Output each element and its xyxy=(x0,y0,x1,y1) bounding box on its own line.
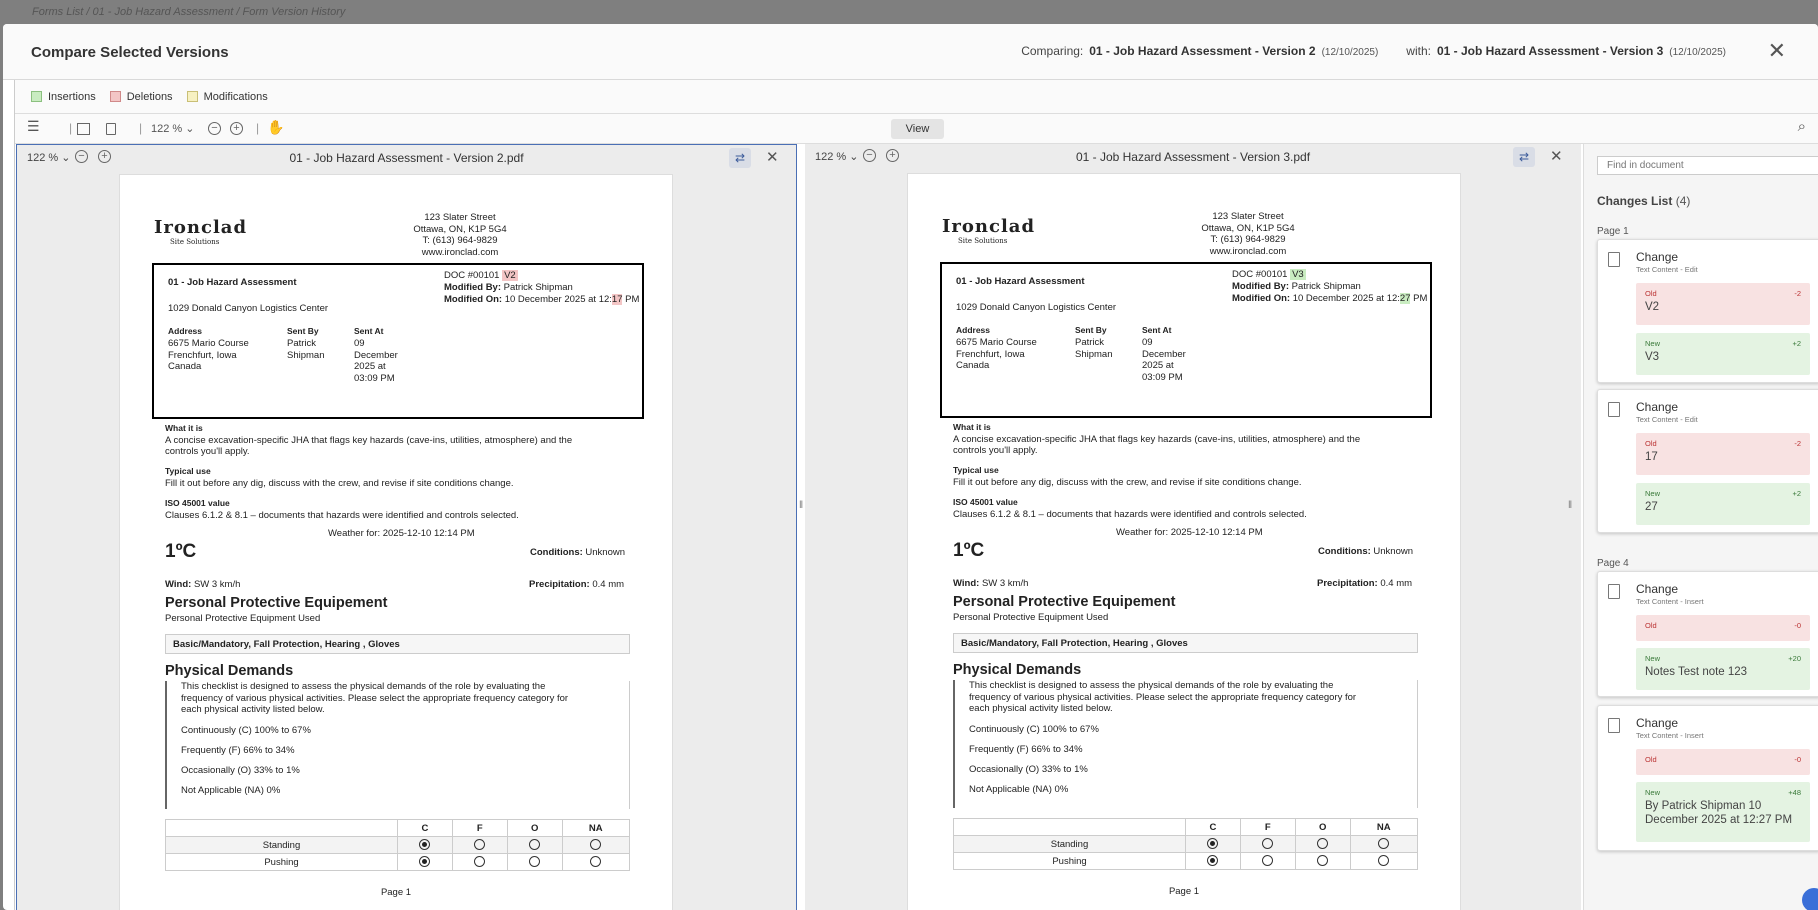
comparing-date: (12/10/2025) xyxy=(1321,47,1379,58)
radio-c[interactable] xyxy=(419,856,430,867)
radio-o[interactable] xyxy=(1317,838,1328,849)
new-value: New +48 By Patrick Shipman 10 December 2025 at 12:27 PM xyxy=(1636,782,1810,842)
document-viewer xyxy=(14,80,1818,910)
left-page xyxy=(119,174,673,910)
ppe-subtitle: Personal Protective Equipment Used xyxy=(165,613,321,624)
changes-list-title: Changes List (4) xyxy=(1597,194,1691,208)
iso-section: ISO 45001 value Clauses 6.1.2 & 8.1 – documents that hazards were identified and controls selected. xyxy=(165,498,519,521)
row-pushing: Pushing xyxy=(954,853,1186,870)
change-card[interactable]: Change Text Content - Edit Old -2 V2 New +2 V3 xyxy=(1597,239,1818,383)
right-page xyxy=(907,173,1461,910)
modified-by: Modified By: Patrick Shipman xyxy=(1232,281,1361,292)
left-zoom-out-icon[interactable]: − xyxy=(75,150,88,163)
use-section: Typical use Fill it out before any dig, discuss with the crew, and revise if site conditions change. xyxy=(953,465,1302,488)
comparing-name: 01 - Job Hazard Assessment - Version 2 xyxy=(1089,44,1316,58)
sidebar-toggle-icon[interactable] xyxy=(77,123,90,135)
right-pane-header xyxy=(805,144,1581,170)
old-value: Old -0 xyxy=(1636,615,1810,641)
doc-number: DOC #00101 V3 xyxy=(1232,269,1304,280)
iso-section: ISO 45001 value Clauses 6.1.2 & 8.1 – documents that hazards were identified and controls selected. xyxy=(953,497,1307,520)
radio-na[interactable] xyxy=(590,839,601,850)
freq-na: Not Applicable (NA) 0% xyxy=(969,784,1069,795)
use-section: Typical use Fill it out before any dig, discuss with the crew, and revise if site conditions change. xyxy=(165,466,514,489)
form-title: 01 - Job Hazard Assessment xyxy=(168,277,297,288)
temperature: 1ºC xyxy=(953,540,985,561)
form-title: 01 - Job Hazard Assessment xyxy=(956,276,1085,287)
version-inserted: V3 xyxy=(1292,269,1304,280)
modal-title: Compare Selected Versions xyxy=(31,44,229,61)
ppe-value: Basic/Mandatory, Fall Protection, Hearing , Gloves xyxy=(953,633,1418,653)
with-name: 01 - Job Hazard Assessment - Version 3 xyxy=(1436,44,1664,58)
breadcrumb: Forms List / 01 - Job Hazard Assessment / Form Version History xyxy=(32,6,346,18)
sent-at-label: Sent At xyxy=(1142,325,1172,335)
pd-title: Physical Demands xyxy=(165,663,294,679)
page-1-label: Page 1 xyxy=(1597,226,1629,237)
left-document-pane xyxy=(16,144,797,910)
company-address: 123 Slater Street Ottawa, ON, K1P 5G4 T: (613) 964-9829 www.ironclad.com xyxy=(413,212,507,258)
wind: Wind: SW 3 km/h xyxy=(953,578,1029,589)
right-close-icon[interactable]: ✕ xyxy=(1550,148,1563,165)
right-document-pane xyxy=(805,144,1581,910)
logo: Ironclad Site Solutions xyxy=(942,216,1036,245)
sent-by-value: Patrick Shipman xyxy=(287,338,325,361)
zoom-out-icon[interactable]: − xyxy=(208,122,221,135)
new-value: New +2 V3 xyxy=(1636,333,1810,375)
pd-description: This checklist is designed to assess the physical demands of the role by evaluating the frequency of various physical activities. Please select the appropriate frequency category for each physical activity listed below. xyxy=(969,680,1357,714)
left-zoom-dropdown[interactable]: 122 % ⌄ xyxy=(27,152,71,164)
radio-f[interactable] xyxy=(474,856,485,867)
ppe-title: Personal Protective Equipement xyxy=(953,594,1176,610)
ppe-subtitle: Personal Protective Equipment Used xyxy=(953,612,1109,623)
address-value: 6675 Mario Course Frenchfurt, Iowa Canada xyxy=(956,337,1037,371)
address-label: Address xyxy=(168,326,203,336)
freq-f: Frequently (F) 66% to 34% xyxy=(181,745,295,756)
right-zoom-out-icon[interactable]: − xyxy=(863,149,876,162)
compare-modal xyxy=(3,24,1818,910)
freq-c: Continuously (C) 100% to 67% xyxy=(181,725,311,736)
search-icon[interactable]: ⌕ xyxy=(1797,118,1806,135)
logo: Ironclad Site Solutions xyxy=(154,217,248,246)
document-icon xyxy=(1608,402,1620,417)
splitter-handle[interactable]: ‖ xyxy=(799,500,804,511)
wind: Wind: SW 3 km/h xyxy=(165,579,241,590)
menu-icon[interactable]: ☰ xyxy=(27,118,40,134)
pd-description: This checklist is designed to assess the physical demands of the role by evaluating the frequency of various physical activities. Please select the appropriate frequency category for each physical activity listed below. xyxy=(181,681,569,715)
sent-at-value: 09 December 2025 at 03:09 PM xyxy=(354,338,398,384)
old-value: Old -0 xyxy=(1636,749,1810,775)
left-zoom-in-icon[interactable]: + xyxy=(98,150,111,163)
temperature: 1ºC xyxy=(165,541,197,562)
old-value: Old -2 17 xyxy=(1636,433,1810,475)
doc-number: DOC #00101 V2 xyxy=(444,270,516,281)
page-number: Page 1 xyxy=(1168,886,1200,897)
radio-o[interactable] xyxy=(1317,855,1328,866)
ppe-value: Basic/Mandatory, Fall Protection, Hearing , Gloves xyxy=(165,634,630,654)
sent-by-label: Sent By xyxy=(287,326,319,336)
old-value: Old -2 V2 xyxy=(1636,283,1810,325)
left-filename: 01 - Job Hazard Assessment - Version 2.pdf xyxy=(289,151,524,165)
pd-box xyxy=(165,681,630,809)
modified-on: Modified On: 10 December 2025 at 12:27 PM xyxy=(1232,293,1428,304)
radio-o[interactable] xyxy=(529,856,540,867)
row-standing: Standing xyxy=(954,836,1186,853)
sent-by-value: Patrick Shipman xyxy=(1075,337,1113,360)
change-card[interactable]: Change Text Content - Insert Old -0 New +20 Notes Test note 123 xyxy=(1597,571,1818,697)
row-standing: Standing xyxy=(166,837,398,854)
radio-na[interactable] xyxy=(590,856,601,867)
freq-f: Frequently (F) 66% to 34% xyxy=(969,744,1083,755)
pd-table: C F O NA Standing Pushing xyxy=(953,818,1418,870)
change-card[interactable]: Change Text Content - Edit Old -2 17 New +2 27 xyxy=(1597,389,1818,533)
deletions-swatch xyxy=(110,91,121,102)
zoom-in-icon[interactable]: + xyxy=(230,122,243,135)
address-value: 6675 Mario Course Frenchfurt, Iowa Canada xyxy=(168,338,249,372)
close-modal-button[interactable]: ✕ xyxy=(1767,38,1786,63)
new-value: New +2 27 xyxy=(1636,483,1810,525)
radio-o[interactable] xyxy=(529,839,540,850)
sent-at-value: 09 December 2025 at 03:09 PM xyxy=(1142,337,1186,383)
sent-at-label: Sent At xyxy=(354,326,384,336)
location: 1029 Donald Canyon Logistics Center xyxy=(168,303,329,314)
pan-hand-icon[interactable]: ✋ xyxy=(267,119,285,135)
pd-table: C F O NA Standing Pushing xyxy=(165,819,630,871)
with-label: with: xyxy=(1406,44,1431,58)
weather-for: Weather for: 2025-12-10 12:14 PM xyxy=(328,528,475,539)
zoom-dropdown[interactable]: 122 % ⌄ xyxy=(151,123,195,135)
company-address: 123 Slater Street Ottawa, ON, K1P 5G4 T: (613) 964-9829 www.ironclad.com xyxy=(1201,211,1295,257)
right-sync-scroll-icon[interactable]: ⇄ xyxy=(1513,147,1535,167)
left-pane-header xyxy=(17,145,796,171)
radio-na[interactable] xyxy=(1378,855,1389,866)
freq-c: Continuously (C) 100% to 67% xyxy=(969,724,1099,735)
document-icon xyxy=(1608,584,1620,599)
insertions-swatch xyxy=(31,91,42,102)
legend-deletions: Deletions xyxy=(110,91,173,103)
new-value: New +20 Notes Test note 123 xyxy=(1636,648,1810,690)
view-button[interactable]: View xyxy=(891,119,944,139)
conditions: Conditions: Unknown xyxy=(1318,546,1414,557)
page-number: Page 1 xyxy=(380,887,412,898)
page-view-icon[interactable] xyxy=(106,123,116,135)
viewer-toolbar: ☰ | | 122 % ⌄ − + | ✋ View ⌕ xyxy=(15,114,1818,144)
pd-box xyxy=(953,680,1418,808)
ppe-title: Personal Protective Equipement xyxy=(165,595,388,611)
legend-insertions: Insertions xyxy=(31,91,96,103)
left-sync-scroll-icon[interactable]: ⇄ xyxy=(729,148,751,168)
left-close-icon[interactable]: ✕ xyxy=(766,149,779,166)
help-bubble[interactable] xyxy=(1802,888,1818,910)
freq-na: Not Applicable (NA) 0% xyxy=(181,785,281,796)
page-4-label: Page 4 xyxy=(1597,558,1629,569)
modified-by: Modified By: Patrick Shipman xyxy=(444,282,573,293)
modal-header xyxy=(3,24,1818,80)
conditions: Conditions: Unknown xyxy=(530,547,626,558)
modified-on: Modified On: 10 December 2025 at 12:17 PM xyxy=(444,294,640,305)
right-filename: 01 - Job Hazard Assessment - Version 3.pdf xyxy=(1075,150,1311,164)
freq-o: Occasionally (O) 33% to 1% xyxy=(969,764,1088,775)
what-section: What it is A concise excavation-specific JHA that flags key hazards (cave-ins, utilities, atmosphere) and the controls you'll apply. xyxy=(165,423,573,457)
freq-o: Occasionally (O) 33% to 1% xyxy=(181,765,300,776)
comparison-summary xyxy=(1021,44,1726,58)
form-header-box xyxy=(152,263,644,419)
address-label: Address xyxy=(956,325,991,335)
radio-c[interactable] xyxy=(1207,838,1218,849)
change-card[interactable]: Change Text Content - Insert Old -0 New +48 By Patrick Shipman 10 December 2025 at 12:27 PM xyxy=(1597,705,1818,851)
right-zoom-dropdown[interactable]: 122 % ⌄ xyxy=(815,151,859,163)
with-date: (12/10/2025) xyxy=(1669,47,1726,58)
radio-f[interactable] xyxy=(474,839,485,850)
splitter-handle[interactable]: ‖ xyxy=(1568,500,1573,511)
radio-f[interactable] xyxy=(1262,838,1273,849)
precipitation: Precipitation: 0.4 mm xyxy=(1317,578,1413,589)
legend-modifications: Modifications xyxy=(187,91,268,103)
comparing-label: Comparing: xyxy=(1021,44,1084,58)
weather-for: Weather for: 2025-12-10 12:14 PM xyxy=(1116,527,1263,538)
row-pushing: Pushing xyxy=(166,854,398,871)
radio-na[interactable] xyxy=(1378,838,1389,849)
right-zoom-in-icon[interactable]: + xyxy=(886,149,899,162)
pd-title: Physical Demands xyxy=(953,662,1082,678)
legend xyxy=(15,80,1818,114)
find-in-document-input[interactable] xyxy=(1597,156,1818,175)
form-header-box xyxy=(940,262,1432,418)
sent-by-label: Sent By xyxy=(1075,325,1107,335)
radio-c[interactable] xyxy=(1207,855,1218,866)
document-icon xyxy=(1608,252,1620,267)
what-section: What it is A concise excavation-specific JHA that flags key hazards (cave-ins, utilities, atmosphere) and the controls you'll apply. xyxy=(953,422,1361,456)
precipitation: Precipitation: 0.4 mm xyxy=(529,579,625,590)
document-icon xyxy=(1608,718,1620,733)
version-deleted: V2 xyxy=(504,270,516,281)
radio-f[interactable] xyxy=(1262,855,1273,866)
location: 1029 Donald Canyon Logistics Center xyxy=(956,302,1117,313)
changes-sidebar xyxy=(1583,144,1818,910)
radio-c[interactable] xyxy=(419,839,430,850)
modifications-swatch xyxy=(187,91,198,102)
